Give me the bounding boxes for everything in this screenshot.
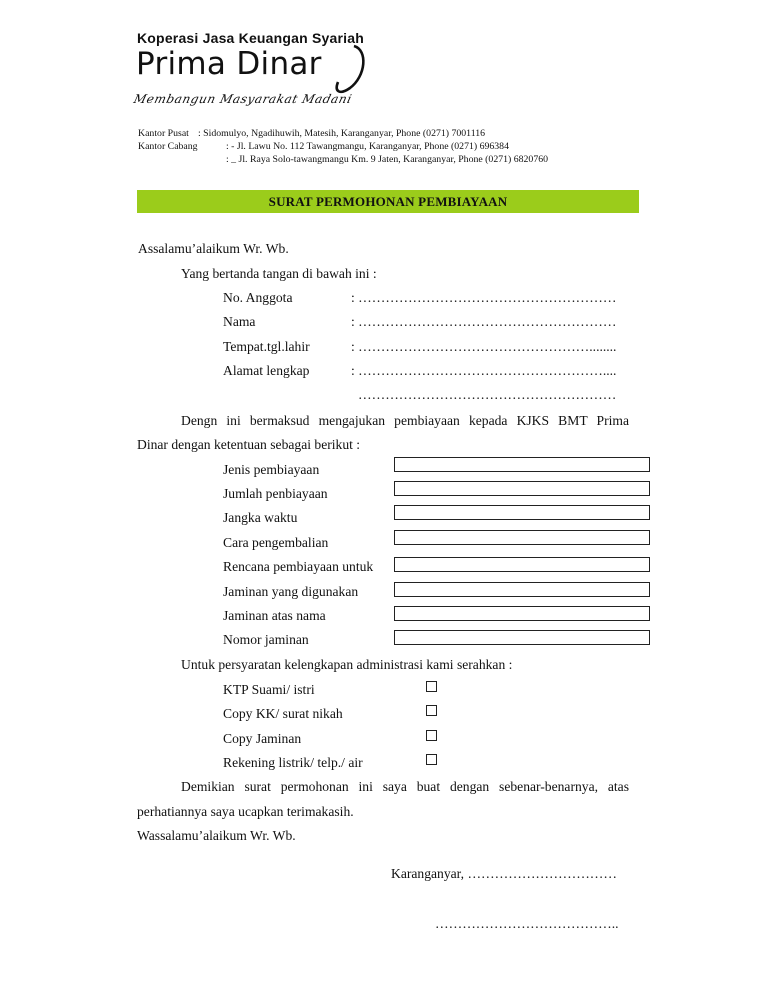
financing-input-box[interactable] [394, 606, 650, 621]
cabang-label: Kantor Cabang [138, 141, 198, 152]
closing-line: Demikian surat permohonan ini saya buat dengan sebenar-benarnya, atas [181, 779, 629, 794]
requirement-label: Rekening listrik/ telp./ air [223, 755, 363, 770]
financing-label: Jenis pembiayaan [223, 462, 320, 477]
identity-label: Tempat.tgl.lahir [223, 339, 310, 354]
address-continuation-dots[interactable]: ………………………………………………… [358, 387, 617, 402]
identity-label: Alamat lengkap [223, 363, 310, 378]
identity-dots[interactable]: : ……………………………………………….... [351, 363, 617, 378]
identity-dots[interactable]: : ……………………………………………........ [351, 339, 617, 354]
pusat-label: Kantor Pusat [138, 128, 189, 139]
financing-input-box[interactable] [394, 481, 650, 496]
financing-input-box[interactable] [394, 457, 650, 472]
paragraph-line: Dengn ini bermaksud mengajukan pembiayaan kepada KJKS BMT Prima [181, 413, 629, 428]
requirement-checkbox[interactable] [426, 705, 437, 716]
financing-input-box[interactable] [394, 557, 650, 572]
requirement-checkbox[interactable] [426, 681, 437, 692]
financing-label: Cara pengembalian [223, 535, 329, 550]
document-title: SURAT PERMOHONAN PEMBIAYAAN [137, 190, 639, 213]
brand-name: Prima Dinar [136, 46, 322, 82]
financing-input-box[interactable] [394, 582, 650, 597]
financing-label: Jumlah penbiayaan [223, 486, 328, 501]
cabang-address-1: : - Jl. Lawu No. 112 Tawangmangu, Karanganyar, Phone (0271) 696384 [226, 141, 509, 152]
pusat-address: : Sidomulyo, Ngadihuwih, Matesih, Karanganyar, Phone (0271) 7001116 [198, 128, 486, 139]
requirement-label: KTP Suami/ istri [223, 682, 315, 697]
requirements-intro: Untuk persyaratan kelengkapan administrasi kami serahkan : [181, 657, 513, 672]
financing-label: Jaminan atas nama [223, 608, 326, 623]
identity-dots[interactable]: : ………………………………………………… [351, 290, 617, 305]
cabang-address-2: : _ Jl. Raya Solo-tawangmangu Km. 9 Jaten, Karanganyar, Phone (0271) 6820760 [226, 154, 549, 165]
financing-label: Jaminan yang digunakan [223, 584, 359, 599]
requirement-label: Copy KK/ surat nikah [223, 706, 343, 721]
farewell: Wassalamu’alaikum Wr. Wb. [137, 828, 296, 843]
financing-input-box[interactable] [394, 505, 650, 520]
signature-line[interactable]: ………………………………….. [435, 916, 619, 931]
requirement-checkbox[interactable] [426, 754, 437, 765]
identity-label: Nama [223, 314, 256, 329]
requirement-label: Copy Jaminan [223, 731, 302, 746]
financing-label: Nomor jaminan [223, 632, 309, 647]
intro-text: Yang bertanda tangan di bawah ini : [181, 266, 377, 281]
requirement-checkbox[interactable] [426, 730, 437, 741]
financing-label: Rencana pembiayaan untuk [223, 559, 374, 574]
financing-input-box[interactable] [394, 630, 650, 645]
org-name: Koperasi Jasa Keuangan Syariah [137, 30, 364, 46]
paragraph-line: Dinar dengan ketentuan sebagai berikut : [137, 437, 361, 452]
greeting: Assalamu’alaikum Wr. Wb. [138, 241, 289, 256]
identity-dots[interactable]: : ………………………………………………… [351, 314, 617, 329]
financing-input-box[interactable] [394, 530, 650, 545]
closing-line: perhatiannya saya ucapkan terimakasih. [137, 804, 354, 819]
brand-tagline: Membangun Masyarakat Madani [132, 92, 354, 106]
place-date[interactable]: Karanganyar, …………………………… [391, 866, 617, 881]
financing-label: Jangka waktu [223, 510, 298, 525]
identity-label: No. Anggota [223, 290, 293, 305]
